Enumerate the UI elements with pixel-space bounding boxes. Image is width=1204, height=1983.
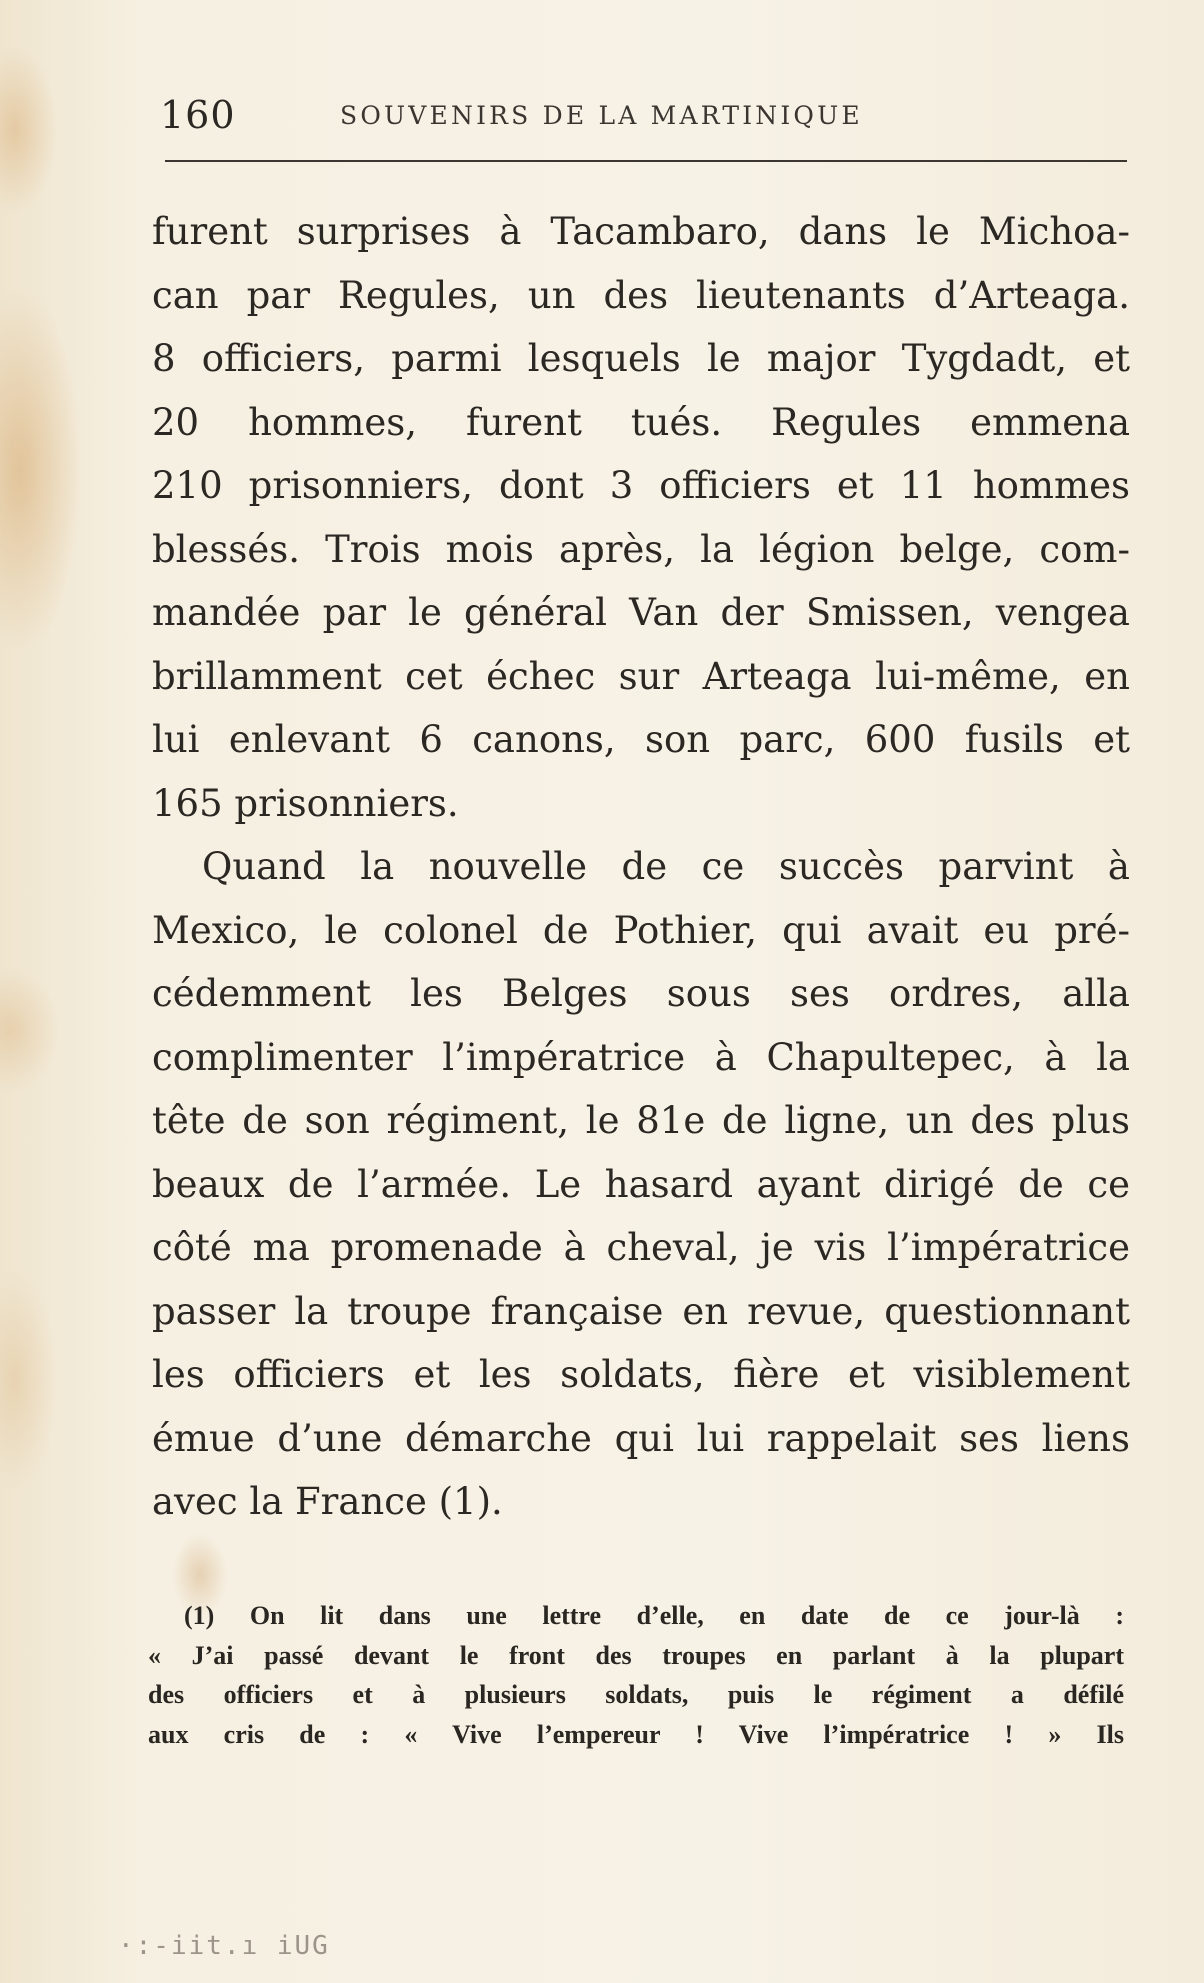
body-line: Quand la nouvelle de ce succès parvint à xyxy=(202,845,1130,888)
running-title: SOUVENIRS DE LA MARTINIQUE xyxy=(340,101,863,130)
page-header xyxy=(160,92,1126,138)
body-line: cédemment les Belges sous ses ordres, alla xyxy=(152,972,1130,1015)
footnote-line: « J’ai passé devant le front des troupes en parlant à la plupart xyxy=(148,1640,1124,1670)
footnote-line: des officiers et à plusieurs soldats, puis le régiment a défilé xyxy=(148,1680,1124,1709)
footnote-line: (1) On lit dans une lettre d’elle, en date de ce jour-là : xyxy=(184,1601,1124,1630)
body-line: beaux de l’armée. Le hasard ayant dirigé de ce xyxy=(152,1162,1130,1206)
body-line: les officiers et les soldats, fière et visiblement xyxy=(152,1353,1130,1396)
body-line: complimenter l’impératrice à Chapultepec, à la xyxy=(152,1035,1130,1079)
body-line: mandée par le général Van der Smissen, vengea xyxy=(152,591,1130,634)
footnote-line: aux cris de : « Vive l’empereur ! Vive l’impératrice ! » Ils xyxy=(148,1719,1124,1749)
body-line: 20 hommes, furent tués. Regules emmena xyxy=(152,400,1130,444)
body-line: 8 officiers, parmi lesquels le major Tygdadt, et xyxy=(152,337,1130,380)
header-rule xyxy=(165,160,1127,162)
page-number: 160 xyxy=(160,93,236,137)
body-line: avec la France (1). xyxy=(152,1480,503,1523)
body-line: blessés. Trois mois après, la légion belge, com- xyxy=(152,527,1130,571)
body-text xyxy=(152,200,1130,1534)
body-line: Mexico, le colonel de Pothier, qui avait eu pré- xyxy=(152,908,1130,952)
body-line: brillamment cet échec sur Arteaga lui-même, en xyxy=(152,654,1130,698)
body-line: can par Regules, un des lieutenants d’Arteaga. xyxy=(152,273,1130,317)
body-line: côté ma promenade à cheval, je vis l’impératrice xyxy=(152,1226,1130,1269)
body-line: 165 prisonniers. xyxy=(152,781,459,825)
body-line: lui enlevant 6 canons, son parc, 600 fusils et xyxy=(152,718,1130,761)
body-line: émue d’une démarche qui lui rappelait ses liens xyxy=(152,1416,1130,1460)
body-line: tête de son régiment, le 81e de ligne, un des plus xyxy=(152,1099,1130,1142)
library-stamp: ·:-iit.ı iUG xyxy=(118,1931,330,1961)
body-line: furent surprises à Tacambaro, dans le Michoa- xyxy=(152,210,1130,253)
footnote xyxy=(148,1596,1124,1754)
body-line: passer la troupe française en revue, questionnant xyxy=(152,1289,1130,1333)
body-line: 210 prisonniers, dont 3 officiers et 11 hommes xyxy=(152,464,1130,507)
